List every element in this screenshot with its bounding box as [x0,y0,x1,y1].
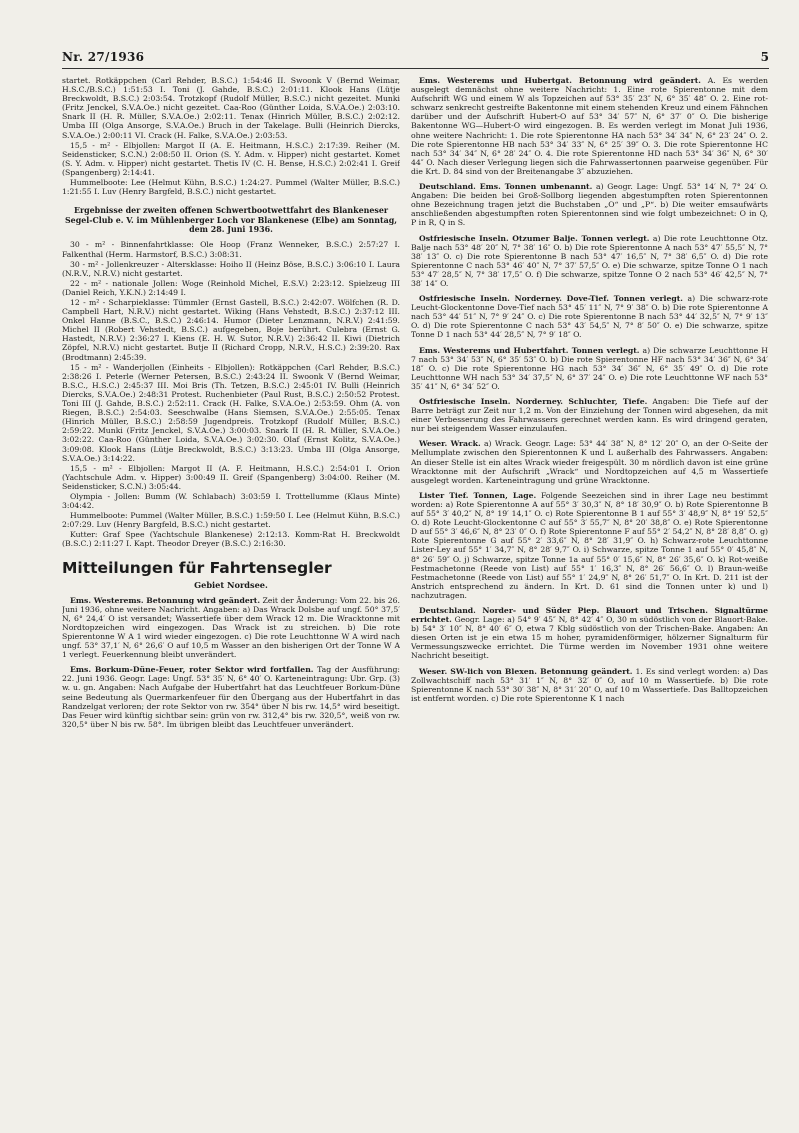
notice [62,596,400,660]
notice-title: Ostfriesische Inseln. Norderney. Dove-Tief. Tonnen verlegt. [419,294,683,304]
notice [411,491,768,600]
notice-title: Ems. Westerems und Hubertfahrt. Tonnen verlegt. [419,345,640,355]
notice-text: Tag der Ausführung: 22. Juni 1936. Geogr. Lage: Ungf. 53° 35′ N, 6° 40′ O. Karteneintragung: Ubr. Grp. (3) w. u. gn. Angaben: Nach Aufgabe der Hubertfahrt hat das Leuchtfeuer Borkum-Düne seine Bedeutung als Quermarkenfeuer für den Übergang aus der Hubertfahrt in das Randzelgat verloren; der rote Sektor von rw. 354° über N bis rw. 14,5° wird beseitigt. Das Feuer wird künftig sichtbar sein: grün von rw. 312,4° bis rw. 320,5°, weiß von rw. 320,5° über N bis rw. 58°. Im übrigen bleibt das Leuchtfeuer unverändert. [62,665,400,729]
page-number: 5 [760,50,769,64]
notice-title: Weser. Wrack. [419,439,481,449]
result-paragraph: 30 - m² - Jollenkreuzer - Altersklasse: Hoiho II (Heinz Böse, B.S.C.) 3:06:10 I. Laura (N.R.V., N.R.V.) nicht gestartet. [62,259,400,278]
notice-text: Angaben: Die Tiefe auf der Barre beträgt zur Zeit nur 1,2 m. Von der Einziehung der Tonnen wird abgesehen, da mit einer Verbesserung des Fahrwassers gerechnet werden kann. Es wird dringend geraten, nur bei steigendem Wasser einzulaufen. [411,397,768,434]
notice-text: a) Wrack. Geogr. Lage: 53° 44′ 38″ N, 8° 12′ 20″ O, an der O-Seite der Mellumplate zwischen den Spierentonnen K und L außerhalb des Fahrwassers. Angaben: An dieser Stelle ist ein altes Wrack wieder freigespült. 30 m nördlich davon ist eine grüne Wracktonne mit der Aufschrift „Wrack“ und Nordtopzeichen auf 4,5 m Wassertiefe ausgelegt worden. Karteneintragung und grüne Wracktonne. [411,439,768,485]
result-paragraph: startet. Rotkäppchen (Carl Rehder, B.S.C.) 1:54:46 II. Swoonk V (Bernd Weimar, H.S.C./B.S.C.) 1:51:53 I. Toni (J. Gahde, B.S.C.) 2:01:11. Klook Hans (Lütje Breckwoldt, B.S.C.) 2:03:54. Trotzkopf (Rudolf Müller, B.S.C.) nicht gezeitet. Munki (Fritz Jenckel, S.V.A.Oe.) nicht gezeitet. Caa-Roo (Günther Loida, S.V.A.Oe.) 2:03:10. Snark II (H. R. Müller, S.V.A.Oe.) 2:02:11. Tenax (Hinrich Müller, B.S.C.) 2:02:12. Umba III (Olga Ansorge, S.V.A.Oe.) Bruch in der Takelage. Bulli (Heinrich Diercks, S.V.A.Oe.) 2:00:11 VI. Crack (H. Falke, S.V.A.Oe.) 2:03:53. [62,76,400,140]
result-paragraph: 30 - m² - Binnenfahrtklasse: Ole Hoop (Franz Wenneker, B.S.C.) 2:57:27 I. Falkenthal (Herm. Harmstorf, B.S.C.) 3:08:31. [62,240,400,259]
notice-text: a) Die schwarze Leuchttonne H 7 nach 53° 34′ 53″ N, 6° 35′ 53″ O. b) Die rote Spierentonne HF nach 53° 34′ 36″ N, 6° 34′ 18″ O. c) Die rote Spierentonne HG nach 53° 34′ 36″ N, 6° 35′ 49″ O. d) Die rote Leuchttonne WH nach 53° 34′ 37,5″ N, 6° 37′ 24″ O. e) Die rote Leuchttonne WF nach 53° 35′ 41″ N, 6° 34′ 52″ O. [411,345,768,391]
notice-title: Ostfriesische Inseln. Norderney. Schluchter, Tiefe. [419,397,648,406]
notice-text: 1. Es sind verlegt worden: a) Das Zollwachtschiff nach 53° 31′ 1″ N, 8° 32′ 0″ O, auf 10 m Wassertiefe. b) Die rote Spierentonne K nach 53° 30′ 38″ N, 8° 31′ 20″ O, auf 10 m Wassertiefe. Das Balltopzeichen ist entfernt worden. c) Die rote Spierentonne K 1 nach [411,666,768,703]
notice [411,606,768,661]
intro-results [62,76,400,196]
notice [62,665,400,729]
notice-text: a) Die schwarz-rote Leucht-Glockentonne Dove-Tief nach 53° 45′ 11″ N, 7° 9′ 38″ O. b) Die rote Spierentonne A nach 53° 44′ 51″ N, 7° 9′ 24″ O. c) Die rote Spierentonne B nach 53° 44′ 32,5″ N, 7° 9′ 13″ O. d) Die rote Spierentonne C nach 53° 43′ 54,5″ N, 7° 8′ 50″ O. e) Die schwarze, spitze Tonne D 1 nach 53° 44′ 28,5″ N, 7° 9′ 18″ O. [411,294,768,340]
result-paragraph: 15,5 - m² - Elbjollen: Margot II (A. E. Heitmann, H.S.C.) 2:17:39. Reiher (M. Seidensticker, S.C.N.) 2:08:50 II. Orion (S. Y. Adm. v. Hipper) nicht gestartet. Komet (S. Y. Adm. v. Hipper) nicht gestartet. Thetis IV (C. H. Bense, H.S.C.) 2:02:41 I. Greif (Spangenberg) 2:14:41. [62,140,400,177]
left-column [62,76,400,1106]
notice-title: Lister Tief. Tonnen, Lage. [419,490,537,500]
notice [411,346,768,391]
notice [411,397,768,433]
result-paragraph: 12 - m² - Scharpieklasse: Tümmler (Ernst Gastell, B.S.C.) 2:42:07. Wölfchen (R. D. Campbell Hart, N.R.V.) nicht gestartet. Wiking (Hans Vehstedt, B.S.C.) 2:37:12 III. Onkel Hanne (B.S.C., B.S.C.) 2:46:14. Humor (Dieter Lenzmann, N.R.V.) 2:41:59. Michel II (Robert Vehstedt, B.S.C.) aufgegeben, Boje berührt. Culebra (Ernst G. Hastedt, N.R.V.) 2:36:27 I. Kiens (E. H. W. Sutor, N.R.V.) 2:36:42 II. Kiwi (Dietrich Zöpfel, N.R.V.) nicht gestartet. Butje II (Richard Cropp, N.R.V., H.S.C.) 2:39:20. Rax (Brodtmann) 2:45:39. [62,298,400,362]
notice-text: Folgende Seezeichen sind in ihrer Lage neu bestimmt worden: a) Rote Spierentonne A auf 55° 3′ 30,3″ N, 8° 18′ 30,9″ O. b) Rote Spierentonne B auf 55° 3′ 40,2″ N, 8° 19′ 14,1″ O. c) Rote Spierentonne B 1 auf 55° 3′ 48,9″ N, 8° 19′ 52,5″ O. d) Rote Leucht-Glockentonne C auf 55° 3′ 55,7″ N, 8° 20′ 38,8″ O. e) Rote Spierentonne D auf 55° 3′ 46,6″ N, 8° 23′ 0″ O. f) Rote Spierentonne F auf 55° 2′ 54,2″ N, 8° 28′ 8,8″ O. g) Rote Spierentonne G auf 55° 2′ 33,6″ N, 8° 28′ 31,9″ O. h) Schwarz-rote Leuchttonne Lister-Ley auf 55° 1′ 34,7″ N, 8° 28′ 9,7″ O. i) Schwarze, spitze Tonne 1 auf 55° 0′ 45,8″ N, 8° 26′ 59″ O. j) Schwarze, spitze Tonne 1a auf 55° 0′ 15,6″ N, 8° 26′ 35,6″ O. k) Rot-weiße Festmachetonne (Reede von List) auf 55° 1′ 16,3″ N, 8° 26′ 56,6″ O. l) Braun-weiße Festmachetonne (Reede von List) auf 55° 1′ 24,9″ N, 8° 26′ 51,7″ O. In Krt. D. 211 ist der Anstrich entsprechend zu ändern. In Krt. D. 61 sind die Tonnen unter k) und l) nachzutragen. [411,490,768,600]
result-paragraph: 22 - m² - nationale Jollen: Woge (Reinhold Michel, E.S.V.) 2:23:12. Spielzeug III (Daniel Reich, Y.K.N.) 2:14:49 I. [62,278,400,297]
notice-title: Ems. Westerems und Hubertgat. Betonnung wird geändert. [419,76,701,85]
notice-text: a) Geogr. Lage: Ungf. 53° 14′ N, 7° 24′ O. Angaben: Die beiden bei Groß-Sollborg liegenden abgestumpften roten Spierentonnen ohne Bezeichnung tragen jetzt die Buchstaben „O“ und „P“. b) Die weiter emsaufwärts anschließenden abgestumpften roten Spierentonnen sind wie folgt umbezeichnet: O in Q, P in R, Q in S. [411,182,768,228]
notice-title: Ems. Westerems. Betonnung wird geändert. [70,595,260,605]
notice-text: Zeit der Änderung: Vom 22. bis 26. Juni 1936, ohne weitere Nachricht. Angaben: a) Das Wrack Dolsbe auf ungf. 50° 37,5′ N, 6° 24,4′ O ist versandet; Wassertiefe über dem Wrack 12 m. Die Wracktonne mit Nordtopzeichen wird eingezogen. Das Wrack ist zu streichen. b) Die rote Spierentonne W A 1 wird wieder eingezogen. c) Die rote Leuchttonne W A wird nach ungf. 53° 37,1′ N, 6° 26,6′ O auf 10,5 m Wasser an den bisherigen Ort der Tonne W A 1 verlegt. Feuerkennung bleibt unverändert. [62,595,400,660]
result-paragraph: Hummelboote: Pummel (Walter Müller, B.S.C.) 1:59:50 I. Lee (Helmut Kühn, B.S.C.) 2:07:29. Luv (Henry Bargfeld, B.S.C.) nicht gestartet. [62,511,400,530]
section-subtitle: Gebiet Nordsee. [194,579,268,590]
notice-title: Ems. Borkum-Düne-Feuer, roter Sektor wird fortfallen. [70,665,314,675]
result-paragraph: 15 - m² - Wanderjollen (Einheits - Elbjollen): Rotkäppchen (Carl Rehder, B.S.C.) 2:38:26 I. Peterle (Werner Petersen, B.S.C.) 2:43:24 II. Swoonk V (Bernd Weimar, B.S.C., H.S.C.) 2:45:37 III. Moi Bris (Th. Tetzen, B.S.C.) 2:45:01 IV. Bulli (Heinrich Diercks, S.V.A.Oe.) 2:48:31 Protest. Ruchenbieter (Paul Rust, B.S.C.) 2:50:52 Protest. Toni III (J. Gahde, B.S.C.) 2:52:11. Crack (H. Falke, S.V.A.Oe.) 2:53:59. Ohm (A. von Riegen, B.S.C.) 2:54:03. Seeschwalbe (Hans Siemsen, S.V.A.Oe.) 2:55:05. Tenax (Hinrich Müller, B.S.C.) 2:58:59 Jugendpreis. Trotzkopf (Rudolf Müller, B.S.C.) 2:59:22. Munki (Fritz Jenckel, S.V.A.Oe.) 3:00:03. Snark II (H. R. Müller, S.V.A.Oe.) 3:02:22. Caa-Roo (Günther Loida, S.V.A.Oe.) 3:02:30. Olaf (Ernst Kolitz, S.V.A.Oe.) 3:09:08. Klook Hans (Lütje Breckwoldt, B.S.C.) 3:13:23. Umba III (Olga Ansorge, S.V.A.Oe.) 3:14:22. [62,362,400,463]
notice-title: Deutschland. Norder- und Süder Piep. Blauort und Trischen. Signaltürme errichtet. [411,605,768,625]
section-title: Mitteilungen für Fahrtensegler [62,558,332,577]
notice [411,234,768,289]
issue-number: Nr. 27/1936 [62,50,145,64]
result-paragraph: 15,5 - m² - Elbjollen: Margot II (A. F. Heitmann, H.S.C.) 2:54:01 I. Orion (Yachtschule Adm. v. Hipper) 3:00:49 II. Greif (Spangenberg) 3:04:00. Reiher (M. Seidensticker, S.C.N.) 3:05:44. [62,463,400,491]
notice-title: Ostfriesische Inseln. Otzumer Balje. Tonnen verlegt. [419,233,650,243]
result-paragraph: Olympia - Jollen: Bumm (W. Schlabach) 3:03:59 I. Trottellumme (Klaus Minte) 3:04:42. [62,491,400,511]
notice [411,439,768,484]
notice-text: a) Die rote Leuchttonne Otz. Balje nach 53° 48′ 20″ N, 7° 38′ 16″ O. b) Die rote Spierentonne A nach 53° 47′ 55,5″ N, 7° 38′ 13″ O. c) Die rote Spierentonne B nach 53° 47′ 16,5″ N, 7° 38′ 6,5″ O. d) Die rote Spierentonne C nach 53° 46′ 40″ N, 7° 37′ 57,5″ O. e) Die schwarze, spitze Tonne O 1 nach 53° 47′ 28,5″ N, 7° 38′ 17,5″ O. f) Die schwarze, spitze Tonne O 2 nach 53° 46′ 42,5″ N, 7° 38′ 14″ O. [411,233,768,288]
page-header [62,50,769,68]
right-column [411,76,768,1116]
regatta-results [62,240,400,548]
header-rule [62,68,769,69]
notice [411,182,768,227]
notice [411,76,768,176]
result-paragraph: Kutter: Graf Spee (Yachtschule Blankenese) 2:12:13. Komm-Rat H. Breckwoldt (B.S.C.) 2:11:27 I. Kapt. Theodor Dreyer (B.S.C.) 2:16:30. [62,530,400,549]
result-paragraph: Hummelboote: Lee (Helmut Kühn, B.S.C.) 1:24:27. Pummel (Walter Müller, B.S.C.) 1:21:55 I. Luv (Henry Bargfeld, B.S.C.) nicht gestartet. [62,178,400,197]
notice-title: Deutschland. Ems. Tonnen umbenannt. [419,182,593,192]
results-heading: Ergebnisse der zweiten offenen Schwertbootwettfahrt des Blankeneser Segel-Club e. V. im Mühlenberger Loch vor Blankenese (Elbe) am Sonntag, dem 28. Juni 1936. [64,206,397,235]
notice [411,667,768,703]
notice-title: Weser. SW-lich von Blexen. Betonnung geändert. [419,666,633,676]
notice [411,294,768,339]
notice-text: A. Es werden ausgelegt demnächst ohne weitere Nachricht: 1. Eine rote Spierentonne mit dem Aufschrift WG und einem W als Topzeichen auf 53° 35′ 23″ N, 6° 35′ 48″ O. 2. Eine rot-schwarz senkrecht gestreifte Bakentonne mit einem stehenden Kreuz und einem Fähnchen darüber und der Aufschrift Hubert-O auf 53° 34′ 57″ N, 6° 37′ 0″ O. Die bisherige Bakentonne WG—Hubert-O wird eingezogen. B. Es werden verlegt im Monat Juli 1936, ohne weitere Nachricht: 1. Die rote Spierentonne HA nach 53° 34′ 34″ N, 6° 23′ 24″ O. 2. Die rote Spierentonne HB nach 53° 34′ 33″ N, 6° 25′ 39″ O. 3. Die rote Spierentonne HC nach 53° 34′ 34″ N, 6° 28′ 24″ O. 4. Die rote Spierentonne HD nach 53° 34′ 36″ N, 6° 30′ 44″ O. Nach dieser Verlegung liegen sich die Fahrwassertonnen paarweise gegenüber. Für die Krt. D. 84 sind von der Breitenangabe 3″ abzuziehen. [411,76,768,176]
notice-text: Geogr. Lage: a) 54° 9′ 45″ N, 8° 42′ 4″ O, 30 m südöstlich von der Blauort-Bake. b) 54° 3′ 10″ N, 8° 40′ 6″ O, etwa 7 Kblg südöstlich von der Trischen-Bake. Angaben: An diesen Orten ist je ein etwa 15 m hoher, pyramidenförmiger, hölzerner Signalturm für Vermessungszwecke errichtet. Die Türme werden im November 1931 ohne weitere Nachricht beseitigt. [411,615,768,661]
